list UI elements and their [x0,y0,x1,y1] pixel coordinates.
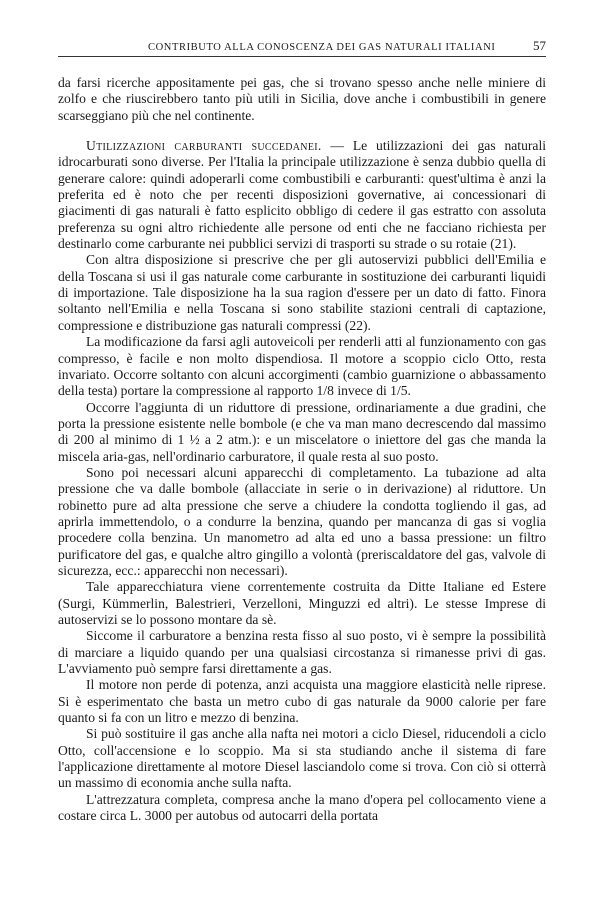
running-header [58,36,546,57]
paragraph: Il motore non perde di potenza, anzi acquista una maggiore elasticità nelle riprese. Si è esperimentato che basta un metro cubo di gas naturale da 9000 calorie per fare quanto si fa con un litro e mezzo di benzina. [58,677,546,726]
section-heading-text: — Le utilizzazioni dei gas naturali idrocarburati sono diverse. Per l'Italia la principale utilizzazione è senza dubbio quella di generare calore: quindi adoperarli come combustibili e carburanti: quest'ultima è anzi la preferita ed è noto che per recenti disposizioni governative, ai concessionari di giacimenti di gas naturali è fatto esplicito obbligo di cedere il gas estratto con assoluta preferenza su ogni altro richiedente alle persone od enti che ne facciano richiesta per destinarlo come carburante nei pubblici servizi di trasporti su strade o su rotaie (21). [58,138,546,252]
paragraph: Si può sostituire il gas anche alla nafta nei motori a ciclo Diesel, riducendoli a ciclo Otto, coll'accensione e lo scoppio. Ma si sta studiando anche il sistema di fare l'applicazione direttamente al motore Diesel lasciandolo come si trova. Con ciò si otterrà un massimo di economia anche sulla nafta. [58,726,546,791]
paragraph: L'attrezzatura completa, compresa anche la mano d'opera pel collocamento viene a costare circa L. 3000 per autobus od autocarri della portata [58,791,546,824]
paragraph: Sono poi necessari alcuni apparecchi di completamento. La tubazione ad alta pressione che va dalle bombole (allacciate in serie o in derivazione) al riduttore. Un robinetto pure ad alta pressione che serve a chiudere la condotta togliendo il gas, ad aprirla immettendolo, o a condurre la benzina, quando per mancanza di gas si voglia procedere colla benzina. Un manometro ad alta ed uno a bassa pressione: un filtro purificatore del gas, e qualche altro gingillo a volontà (preriscaldatore del gas, valvole di sicurezza, ecc.: apparecchi non necessari). [58,464,546,578]
paragraph-section-start [58,138,546,252]
document-page [58,36,546,824]
paragraph: Siccome il carburatore a benzina resta fisso al suo posto, vi è sempre la possibilità di marciare a liquido quando per una qualsiasi circostanza si rimanesse privi di gas. L'avviamento può sempre farsi direttamente a gas. [58,628,546,677]
body-text [58,75,546,824]
page-number: 57 [533,38,546,53]
section-gap [58,124,546,138]
paragraph: La modificazione da farsi agli autoveicoli per renderli atti al funzionamento con gas compresso, è facile e non molto dispendiosa. Il motore a scoppio ciclo Otto, resta invariato. Occorre soltanto con alcuni accorgimenti (cambio guarnizione o abbassamento della testa) portare la compressione al rapporto 1/8 invece di 1/5. [58,334,546,399]
paragraph: Tale apparecchiatura viene correntemente costruita da Ditte Italiane ed Estere (Surgi, Kümmerlin, Balestrieri, Verzelloni, Minguzzi ed altri). Le stesse Imprese di autoservizi se lo possono montare da sè. [58,579,546,627]
section-heading: Utilizzazioni carburanti succedanei. [86,138,322,154]
paragraph: Con altra disposizione si prescrive che per gli autoservizi pubblici dell'Emilia e della Toscana si usi il gas naturale come carburante in sostituzione dei carburanti liquidi di importazione. Tale disposizione ha la sua ragion d'essere per un dato di fatto. Finora soltanto nell'Emilia e nella Toscana si sono stabilite stazioni centrali di captazione, compressione e distribuzione gas naturali compressi (22). [58,252,546,333]
paragraph: Occorre l'aggiunta di un riduttore di pressione, ordinariamente a due gradini, che porta la pressione esistente nelle bombole (e che va man mano decrescendo dal massimo di 200 al minimo di 1 ½ a 2 atm.): e un miscelatore o iniettore del gas che manda la miscela aria-gas, nell'ordinario carburatore, il quale resta al suo posto. [58,399,546,464]
paragraph-continuation: da farsi ricerche appositamente pei gas, che si trovano spesso anche nelle miniere di zolfo e che riuscirebbero tanto più utili in Sicilia, dove anche i combustibili in genere scarseggiano più che nel continente. [58,75,546,123]
running-title: CONTRIBUTO ALLA CONOSCENZA DEI GAS NATURALI ITALIANI [148,42,496,53]
